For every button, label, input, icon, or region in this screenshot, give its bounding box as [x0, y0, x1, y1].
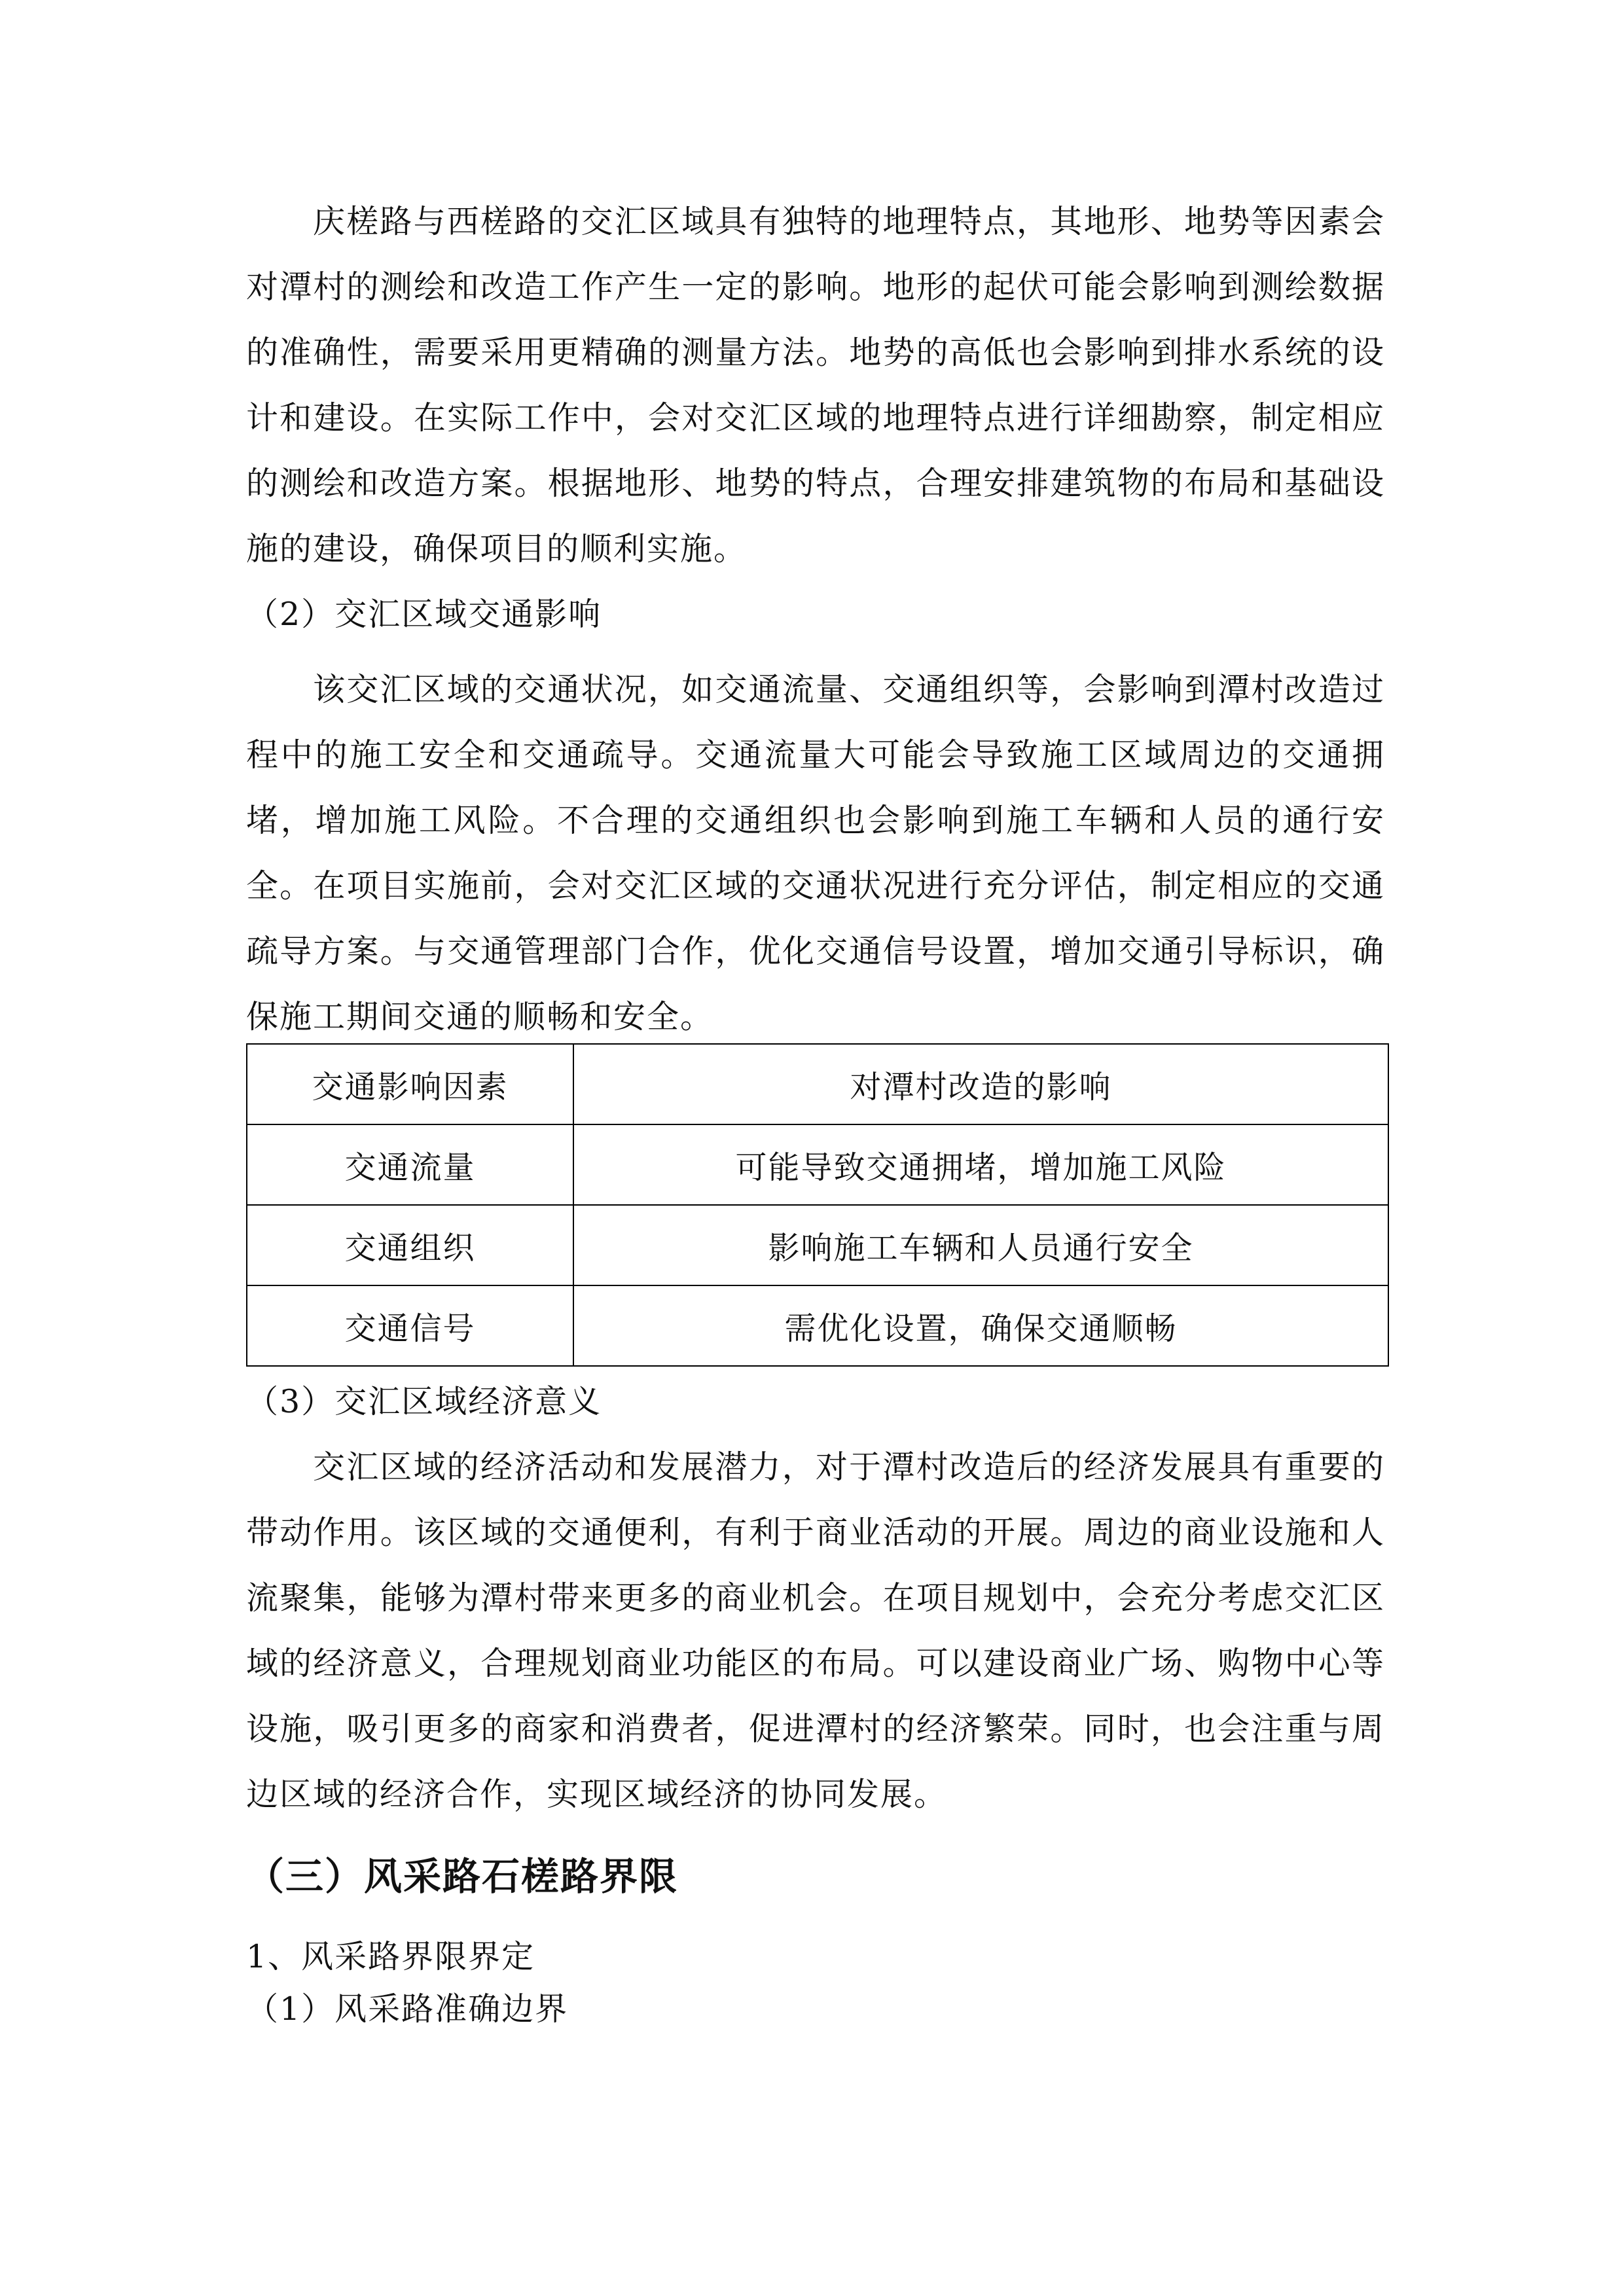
table-cell-factor: 交通组织 — [247, 1205, 573, 1285]
table-cell-impact: 影响施工车辆和人员通行安全 — [573, 1205, 1388, 1285]
table-cell-factor: 交通信号 — [247, 1285, 573, 1366]
table-cell-impact: 可能导致交通拥堵，增加施工风险 — [573, 1124, 1388, 1205]
subheading-economic-significance: （3）交汇区域经济意义 — [246, 1383, 602, 1420]
paragraph-geographic-features: 庆槎路与西槎路的交汇区域具有独特的地理特点，其地形、地势等因素会对潭村的测绘和改造工作产生一定的影响。地形的起伏可能会影响到测绘数据的准确性，需要采用更精确的测量方法。地势的高低也会影响到排水系统的设计和建设。在实际工作中，会对交汇区域的地理特点进行详细勘察，制定相应的测绘和改造方案。根据地形、地势的特点，合理安排建筑物的布局和基础设施的建设，确保项目的顺利实施。 — [246, 203, 1385, 567]
traffic-impact-table — [246, 1043, 1389, 1367]
table-header-impact: 对潭村改造的影响 — [573, 1044, 1388, 1124]
subheading-exact-boundary: （1）风采路准确边界 — [246, 1990, 569, 2028]
table-cell-impact: 需优化设置，确保交通顺畅 — [573, 1285, 1388, 1366]
table-row — [247, 1124, 1388, 1205]
subheading-boundary-definition: 1、风采路界限界定 — [246, 1938, 535, 1975]
subheading-traffic-impact: （2）交汇区域交通影响 — [246, 596, 602, 633]
paragraph-economic-significance: 交汇区域的经济活动和发展潜力，对于潭村改造后的经济发展具有重要的带动作用。该区域的交通便利，有利于商业活动的开展。周边的商业设施和人流聚集，能够为潭村带来更多的商业机会。在项目规划中，会充分考虑交汇区域的经济意义，合理规划商业功能区的布局。可以建设商业广场、购物中心等设施，吸引更多的商家和消费者，促进潭村的经济繁荣。同时，也会注重与周边区域的经济合作，实现区域经济的协同发展。 — [246, 1448, 1385, 1813]
section-heading-boundary: （三）风采路石槎路界限 — [246, 1854, 679, 1899]
paragraph-traffic-impact: 该交汇区域的交通状况，如交通流量、交通组织等，会影响到潭村改造过程中的施工安全和交通疏导。交通流量大可能会导致施工区域周边的交通拥堵，增加施工风险。不合理的交通组织也会影响到施工车辆和人员的通行安全。在项目实施前，会对交汇区域的交通状况进行充分评估，制定相应的交通疏导方案。与交通管理部门合作，优化交通信号设置，增加交通引导标识，确保施工期间交通的顺畅和安全。 — [246, 671, 1385, 1035]
table-cell-factor: 交通流量 — [247, 1124, 573, 1205]
table-header-factor: 交通影响因素 — [247, 1044, 573, 1124]
table-header-row — [247, 1044, 1388, 1124]
table-row — [247, 1285, 1388, 1366]
table-row — [247, 1205, 1388, 1285]
